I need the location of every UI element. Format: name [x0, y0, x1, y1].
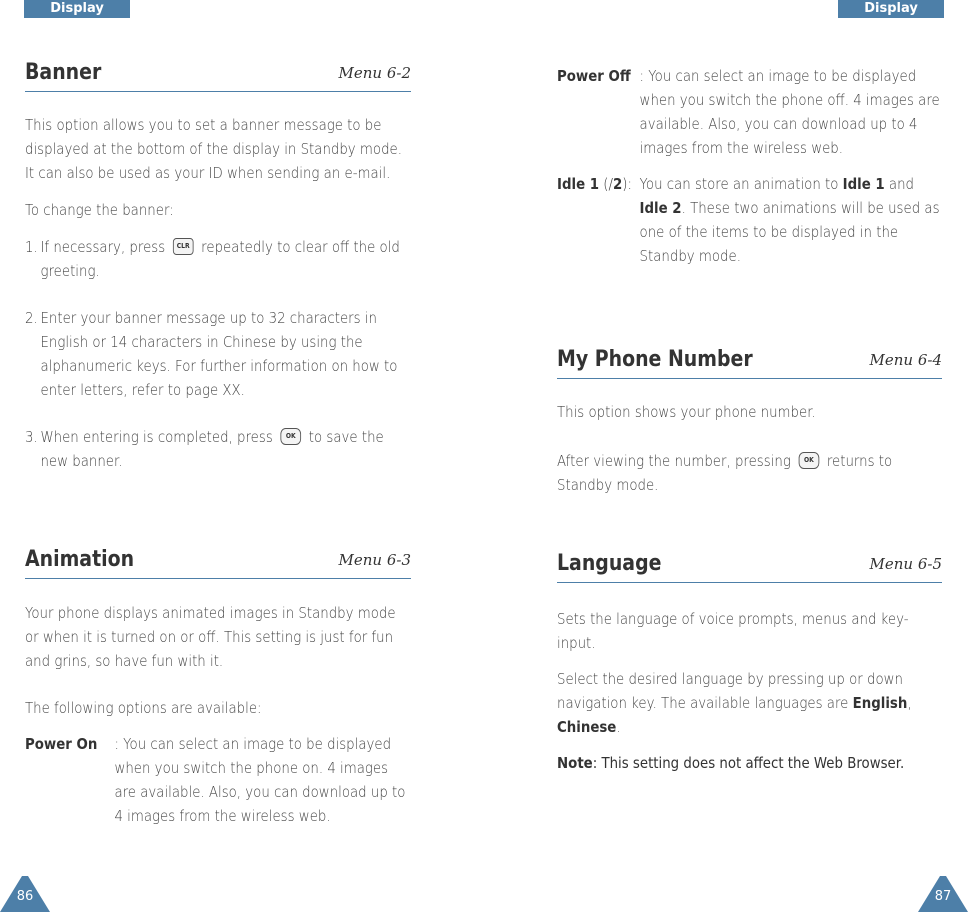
- banner-heading: [25, 62, 411, 92]
- banner-lead: To change the banner:: [25, 201, 174, 219]
- animation-intro: Your phone displays animated images in Standby mode or when it is turned on or off. This setting is just for fun and grins, so have fun with it.: [25, 604, 396, 670]
- animation-section: [25, 549, 411, 579]
- language-intro: Sets the language of voice prompts, menus and key-input.: [557, 610, 909, 652]
- my-phone-number-body: [557, 400, 942, 497]
- menu-number: Menu 6-4: [869, 351, 942, 369]
- ok-key-icon: OK: [280, 428, 301, 445]
- page-number-badge: [0, 872, 50, 912]
- option-label: Power Off: [557, 67, 631, 85]
- list-item: [25, 425, 410, 473]
- language-heading: [557, 553, 942, 583]
- note-text: : This setting does not affect the Web Browser.: [592, 754, 905, 772]
- language-note: [557, 751, 942, 775]
- section-title: Animation: [25, 547, 135, 572]
- idle-option: [557, 172, 942, 268]
- idle-bold: Idle 1: [842, 175, 885, 193]
- ok-key-icon: OK: [799, 452, 820, 469]
- clr-key-icon: CLR: [173, 238, 194, 255]
- list-item: [25, 235, 410, 283]
- step-text: When entering is completed, press: [40, 428, 273, 446]
- step-number: 2.: [25, 309, 38, 327]
- my-phone-number-intro: This option shows your phone number.: [557, 403, 816, 421]
- idle-label-mid: (/: [599, 175, 613, 193]
- my-phone-number-section: [557, 349, 942, 379]
- page-number: 87: [934, 889, 952, 904]
- option-label: [557, 172, 632, 196]
- animation-lead: The following options are available:: [25, 699, 262, 717]
- option-text: : You can select an image to be displayed when you switch the phone on. 4 images are available. Also, you can download up to 4 images from the wireless web.: [114, 735, 406, 825]
- idle-label-1: Idle 1: [557, 175, 600, 193]
- step-number: 1.: [25, 238, 38, 256]
- header-tab: Display: [24, 0, 130, 18]
- language-section: [557, 553, 942, 583]
- power-off-option: [557, 64, 942, 160]
- banner-body: [25, 113, 410, 473]
- language-english: English: [852, 694, 908, 712]
- banner-steps: [25, 235, 410, 473]
- select-text: Select the desired language by pressing up or down navigation key. The available languages are: [557, 670, 903, 712]
- section-title: My Phone Number: [557, 347, 753, 372]
- page-number: 86: [16, 889, 34, 904]
- language-select: [557, 667, 942, 739]
- animation-body: [25, 601, 410, 828]
- animation-continued: [557, 64, 942, 268]
- banner-intro: This option allows you to set a banner message to be displayed at the bottom of the display in Standby mode. It can also be used as your ID when sending an e-mail.: [25, 116, 402, 182]
- section-title: Language: [557, 551, 662, 576]
- menu-number: Menu 6-3: [338, 551, 411, 569]
- header-tab: Display: [838, 0, 944, 18]
- idle-label-end: ):: [622, 175, 632, 193]
- language-body: [557, 607, 942, 775]
- menu-number: Menu 6-2: [338, 64, 411, 82]
- page-number-badge: [918, 872, 968, 912]
- step-text: to save the new banner.: [40, 428, 384, 470]
- menu-number: Menu 6-5: [869, 555, 942, 573]
- step-text: Enter your banner message up to 32 characters in English or 14 characters in Chinese by using the alphanumeric keys. For further information on how to enter letters, refer to page XX.: [40, 309, 398, 399]
- punct: ,: [907, 694, 912, 712]
- banner-section: [25, 62, 411, 92]
- my-phone-number-after: [557, 449, 942, 497]
- power-on-option: [25, 732, 410, 828]
- idle-bold: Idle 2: [639, 199, 682, 217]
- idle-label-2: 2: [612, 175, 623, 193]
- step-text: If necessary, press: [40, 238, 166, 256]
- step-text: repeatedly to clear off the old greeting.: [40, 238, 400, 280]
- right-page: [484, 0, 968, 912]
- idle-text: You can store an animation to: [639, 175, 843, 193]
- idle-text: . These two animations will be used as one of the items to be displayed in the Standby mode.: [639, 199, 940, 265]
- my-phone-number-heading: [557, 349, 942, 379]
- note-label: Note: [557, 754, 593, 772]
- punct: .: [616, 718, 621, 736]
- option-label: Power On: [25, 735, 98, 753]
- list-item: [25, 306, 410, 402]
- option-text: : You can select an image to be displayed when you switch the phone off. 4 images are available. Also, you can download up to 4 images from the wireless web.: [639, 67, 940, 157]
- left-page: [0, 0, 484, 912]
- idle-text: and: [884, 175, 914, 193]
- section-title: Banner: [25, 60, 102, 85]
- step-number: 3.: [25, 428, 38, 446]
- after-text: returns to Standby mode.: [557, 452, 893, 494]
- after-text: After viewing the number, pressing: [557, 452, 791, 470]
- animation-heading: [25, 549, 411, 579]
- option-text: [640, 175, 940, 265]
- language-chinese: Chinese: [557, 718, 617, 736]
